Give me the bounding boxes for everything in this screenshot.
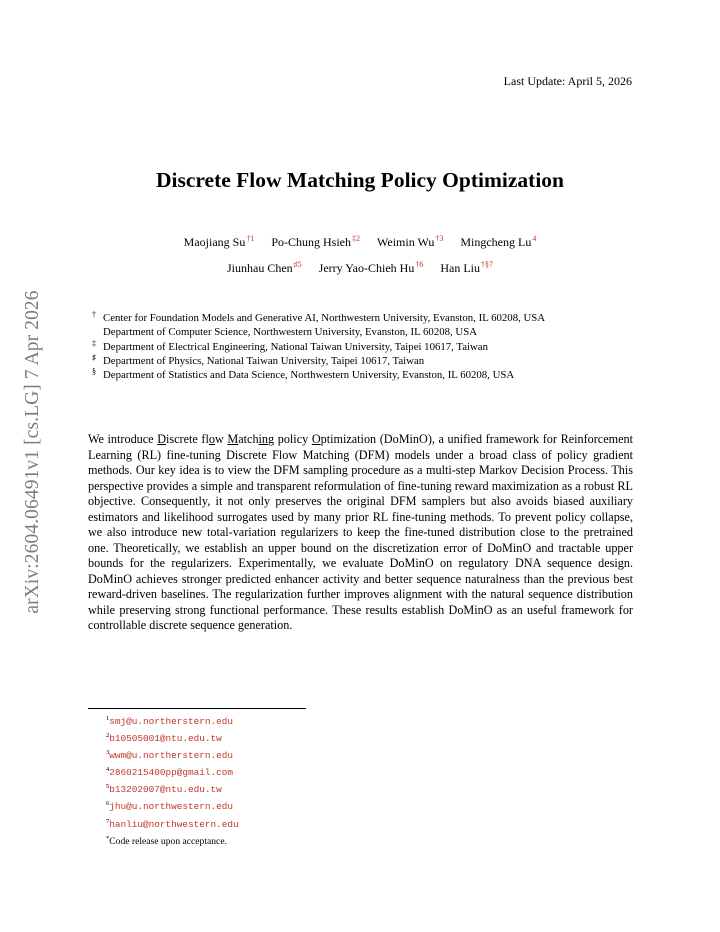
affiliation-mark: † [92, 310, 96, 319]
author [271, 234, 360, 250]
arxiv-sidebar [18, 0, 48, 932]
author-mark: ‡2 [352, 234, 360, 243]
footnote [106, 780, 239, 797]
affiliation-text: Center for Foundation Models and Generative AI, Northwestern University, Evanston, IL 60208, USA [103, 312, 546, 324]
footnote-text: Code release upon acceptance. [109, 835, 227, 847]
author-row-1 [0, 234, 720, 250]
author [440, 260, 493, 276]
affiliation-text: Department of Electrical Engineering, National Taiwan University, Taipei 10617, Taiwan [103, 340, 489, 353]
author [377, 234, 443, 250]
abstract-underline: O [311, 432, 321, 446]
author-name: Jiunhau Chen [227, 261, 293, 275]
footnote-number: 6 [106, 800, 110, 808]
footnote-number: 7 [106, 817, 110, 825]
abstract-text: atch [238, 432, 259, 446]
author [460, 234, 536, 250]
email-link[interactable]: hanliu@northwestern.edu [109, 818, 239, 830]
abstract [88, 432, 633, 634]
footnote-number: 2 [106, 732, 110, 740]
footnote-number: * [106, 834, 110, 842]
author-name: Jerry Yao-Chieh Hu [318, 261, 415, 275]
arxiv-identifier: arXiv:2604.06491v1 [cs.LG] 7 Apr 2026 [22, 290, 43, 614]
affiliation [92, 340, 652, 354]
email-link[interactable]: b10505001@ntu.edu.tw [109, 733, 222, 745]
footnote [106, 729, 239, 746]
affiliation-text: Department of Physics, National Taiwan University, Taipei 10617, Taiwan [103, 354, 425, 367]
abstract-underline: D [157, 432, 166, 446]
abstract-text: g policy [268, 432, 312, 446]
footnote-number: 5 [106, 783, 110, 791]
footnote-code-release [106, 832, 239, 849]
affiliation-text: Department of Computer Science, Northwestern University, Evanston, IL 60208, USA [103, 326, 478, 339]
author-mark: ♯5 [293, 260, 302, 269]
author-mark: †3 [435, 234, 444, 243]
footnotes [106, 712, 239, 849]
footnote-number: 4 [106, 766, 110, 774]
affiliation-mark: ♯ [92, 352, 96, 362]
footnote [106, 746, 239, 763]
footnote-rule [88, 708, 306, 709]
abstract-text: w [214, 432, 228, 446]
author-name: Han Liu [440, 261, 480, 275]
paper-title: Discrete Flow Matching Policy Optimization [155, 168, 565, 192]
email-link[interactable]: smj@u.northerstern.edu [109, 716, 234, 727]
footnote [106, 797, 239, 814]
author [227, 260, 302, 276]
last-update: Last Update: April 5, 2026 [503, 74, 632, 88]
affiliation [92, 325, 652, 339]
author-name: Maojiang Su [183, 235, 246, 249]
footnote-number: 1 [106, 715, 110, 722]
affiliation-text: Department of Statistics and Data Science, Northwestern University, Evanston, IL 60208, USA [103, 369, 515, 382]
footnote-number: 3 [106, 749, 110, 757]
abstract-text: We introduce [88, 432, 158, 446]
affiliation [92, 311, 652, 325]
author-mark: †§7 [481, 260, 493, 269]
email-link[interactable]: 2860215400pp@gmail.com [109, 767, 234, 779]
affiliation [92, 368, 652, 382]
abstract-underline: M [227, 432, 239, 446]
author-mark: †6 [415, 260, 424, 269]
abstract-text: ptimization (DoMinO), a unified framework for Reinforcement Learning (RL) fine-tuning Discrete Flow Matching (DFM) models under a broad class of policy gradient methods. Our key idea is to view the DFM sampling procedure as a multi-step Markov Decision Process. This perspective provides a simple and transparent reformulation of fine-tuning reward maximization as a robust RL objective. Consequently, it not only preserves the original DFM samplers but also avoids biased auxiliary estimators and likelihood surrogates used by many prior RL fine-tuning methods. To prevent policy collapse, we also introduce new total-variation regularizers to keep the fine-tuned distribution close to the pretrained one. Theoretically, we establish an upper bound on the discretization error of DoMinO and tractable upper bounds for the regularizers. Experimentally, we evaluate DoMinO on regulatory DNA sequence design. DoMinO achieves stronger predicted enhancer activity and better sequence naturalness than the previous best reward-driven baselines. The regularization further improves alignment with the natural sequence distribution while preserving strong functional performance. These results establish DoMinO as an useful framework for controllable discrete sequence generation. [88, 432, 633, 632]
footnote [106, 712, 239, 729]
affiliation [92, 354, 652, 368]
footnote [106, 815, 239, 832]
abstract-text: fl [201, 432, 209, 446]
author-name: Weimin Wu [377, 235, 435, 249]
abstract-text: iscrete [166, 432, 202, 446]
email-link[interactable]: jhu@u.northwestern.edu [109, 801, 234, 813]
author [184, 234, 255, 250]
affiliation-mark: ‡ [92, 338, 96, 348]
author [319, 260, 424, 276]
author-mark: †1 [246, 234, 255, 243]
affiliation-mark: § [92, 367, 96, 377]
email-link[interactable]: wwm@u.northerstern.edu [109, 750, 234, 762]
abstract-underline: in [258, 432, 269, 446]
author-name: Mingcheng Lu [460, 235, 532, 249]
author-name: Po-Chung Hsieh [271, 235, 351, 249]
abstract-underline: o [208, 432, 215, 446]
affiliations [92, 311, 652, 382]
footnote [106, 763, 239, 780]
author-row-2 [0, 260, 720, 276]
author-mark: 4 [532, 234, 537, 243]
email-link[interactable]: b13202007@ntu.edu.tw [109, 784, 222, 796]
